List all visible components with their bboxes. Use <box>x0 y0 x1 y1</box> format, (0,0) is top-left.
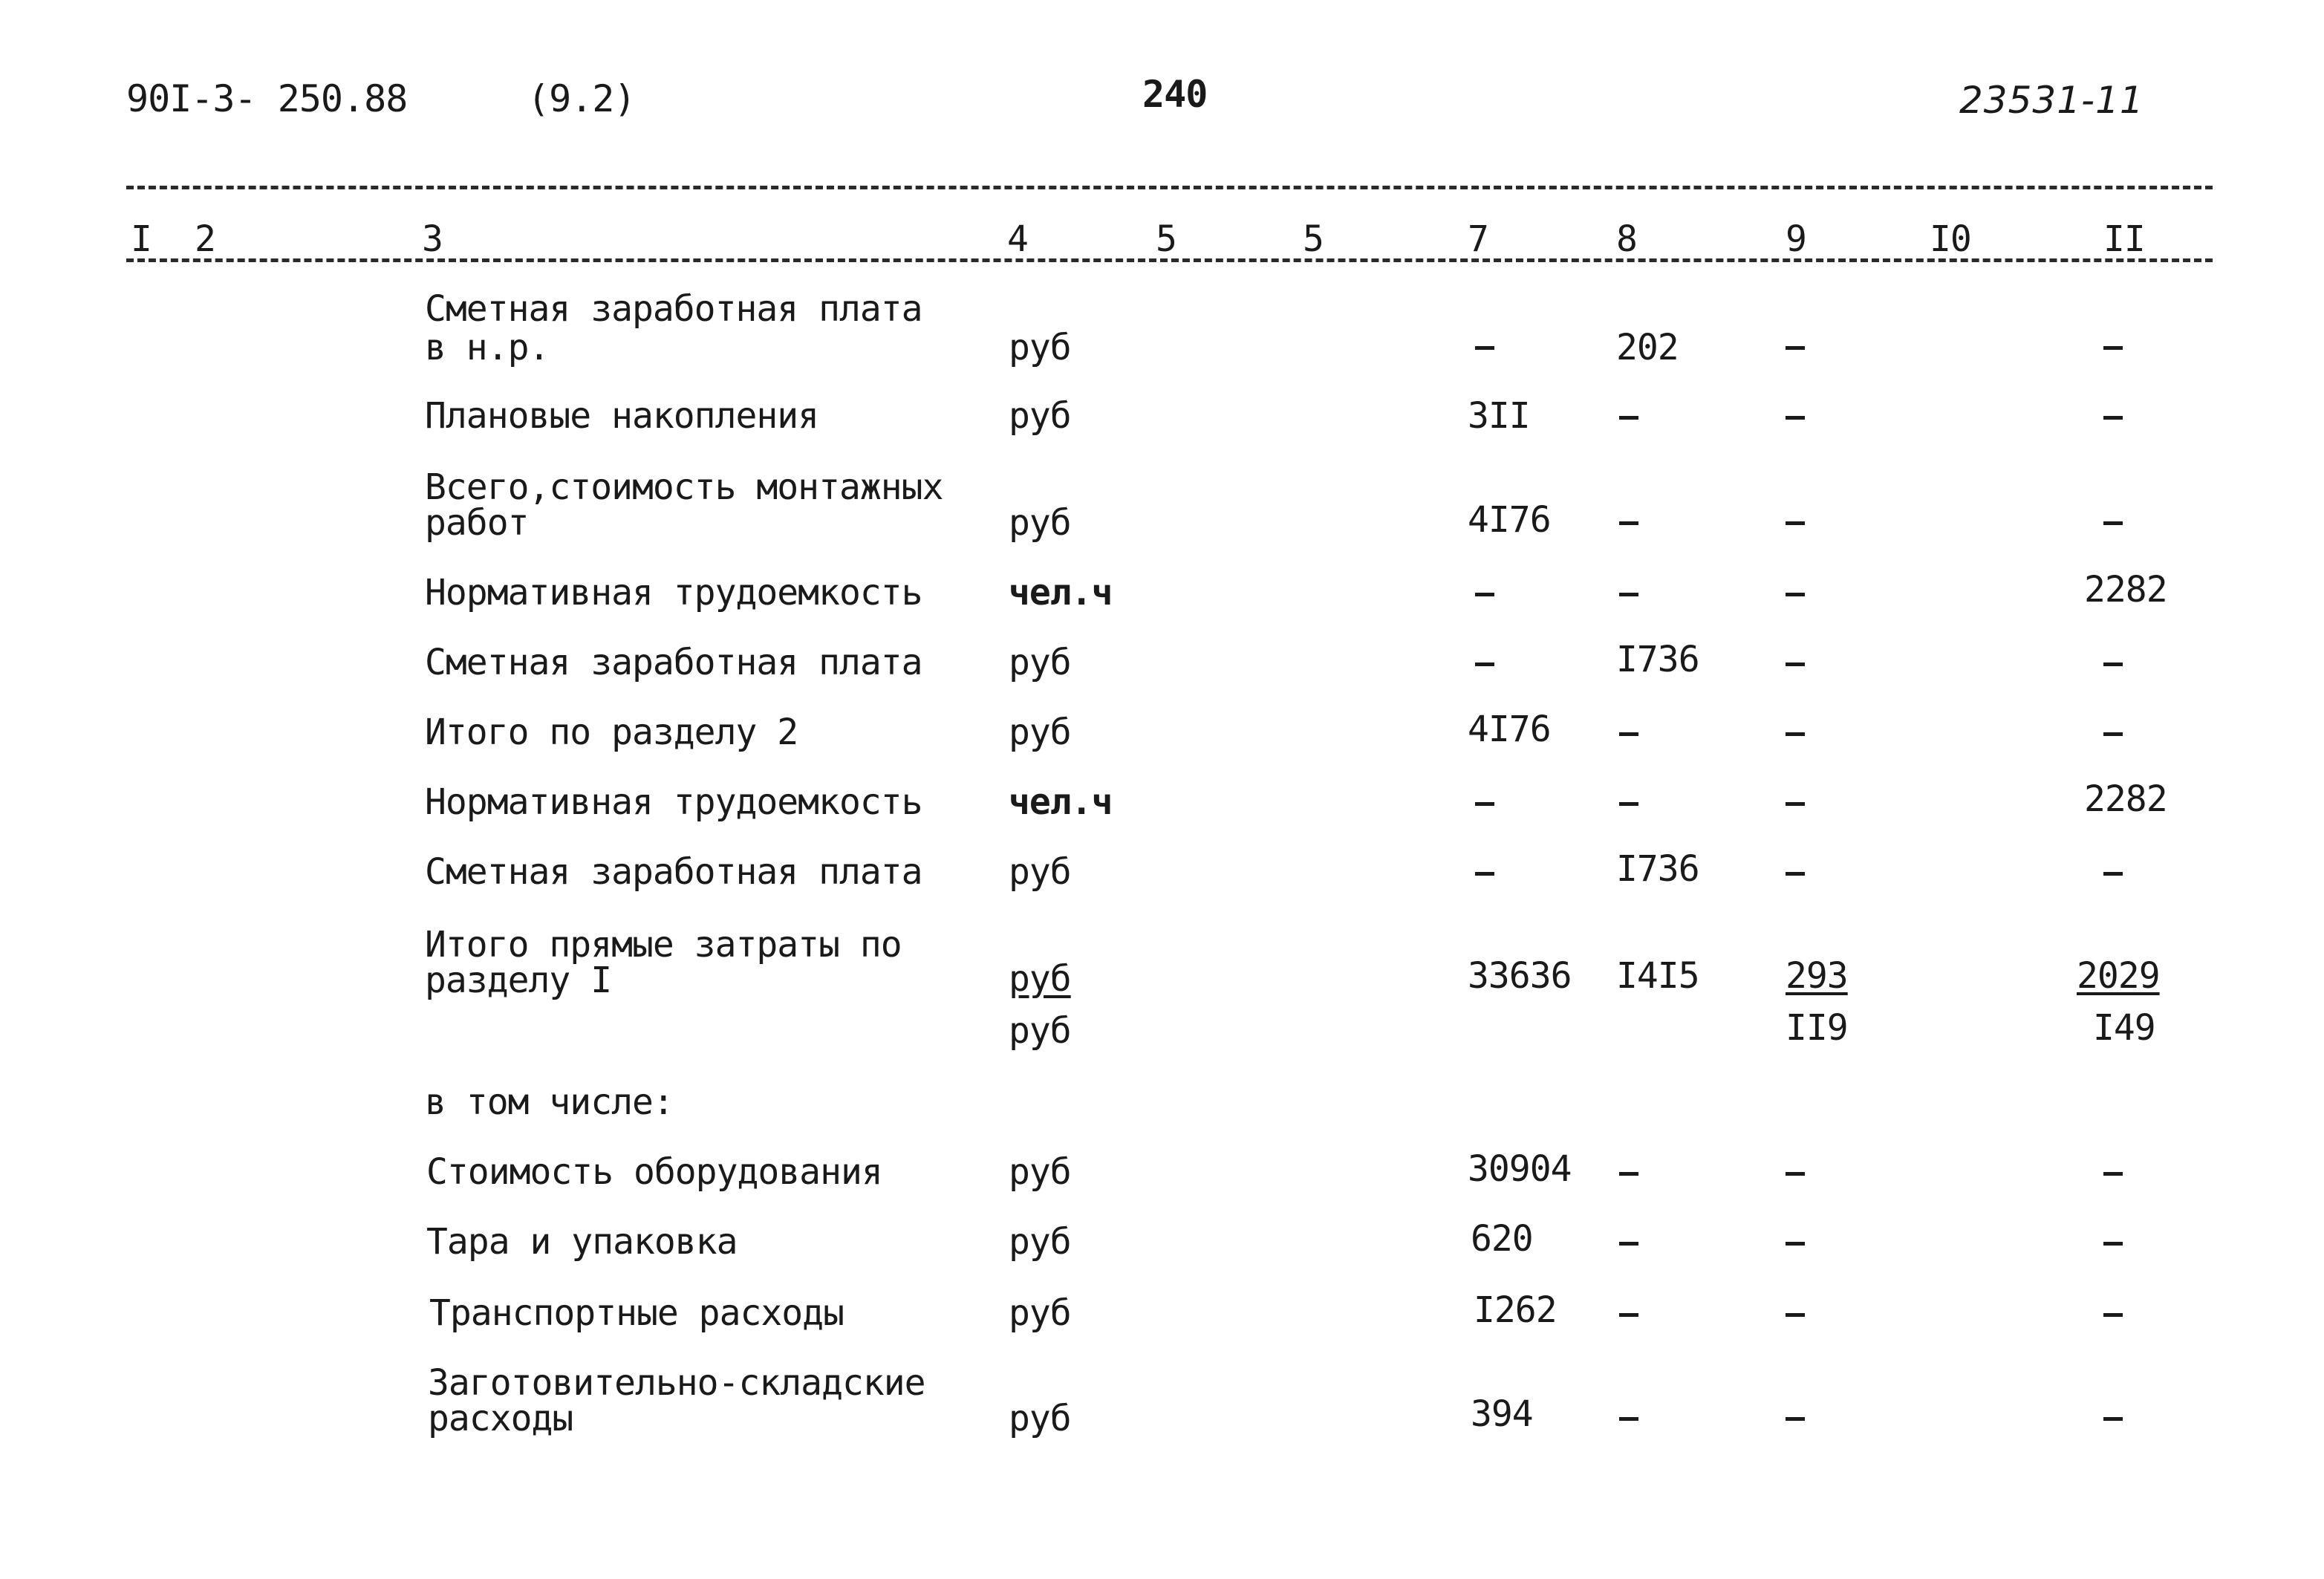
row-11-col9-dash <box>1786 1172 1805 1176</box>
row-1-name-cont: в н.р. <box>425 327 550 368</box>
row-11-unit: руб <box>1009 1151 1071 1193</box>
row-2-name: Плановые накопления <box>425 395 819 437</box>
col-header-3: 3 <box>422 218 443 260</box>
row-5-name: Сметная заработная плата <box>425 642 922 683</box>
row-4-col11: 2282 <box>2084 569 2167 611</box>
row-11-name: Стоимость оборудования <box>426 1151 882 1193</box>
section-number: (9.2) <box>527 77 636 120</box>
row-9-col11: 2029 <box>2077 955 2160 997</box>
row-8-col7-dash <box>1475 872 1494 876</box>
row-11-col7: 30904 <box>1468 1148 1572 1190</box>
row-8-col8: I736 <box>1616 848 1699 890</box>
page-number: 240 <box>1142 73 1208 116</box>
row-13-col7: I262 <box>1474 1289 1557 1331</box>
row-14-name: Заготовительно-складские <box>428 1362 925 1404</box>
row-13-col11-dash <box>2103 1313 2123 1317</box>
row-13-col8-dash <box>1619 1313 1638 1317</box>
col-header-6: 5 <box>1303 218 1324 260</box>
row-14-col7: 394 <box>1471 1393 1533 1435</box>
row-4-name: Нормативная трудоемкость <box>425 572 922 613</box>
row-14-name-cont: расходы <box>428 1398 573 1439</box>
row-2-col8-dash <box>1619 416 1638 420</box>
row-2-col11-dash <box>2103 416 2123 420</box>
row-5-col8: I736 <box>1616 639 1699 680</box>
col-header-5: 5 <box>1156 218 1176 260</box>
row-1-col7-dash <box>1475 346 1494 350</box>
row-6-col9-dash <box>1786 732 1805 736</box>
row-12-col11-dash <box>2103 1242 2123 1246</box>
row-7-col8-dash <box>1619 802 1638 806</box>
row-5-col11-dash <box>2103 662 2123 666</box>
row-8-unit: руб <box>1009 851 1071 893</box>
row-1-unit: руб <box>1009 327 1071 368</box>
row-12-col9-dash <box>1786 1242 1805 1246</box>
row-2-unit: руб <box>1009 395 1071 437</box>
row-6-name: Итого по разделу 2 <box>425 712 798 753</box>
col-header-1: I <box>131 218 152 260</box>
row-5-col9-dash <box>1786 662 1805 666</box>
row-7-col11: 2282 <box>2084 778 2167 820</box>
row-3-col9-dash <box>1786 521 1805 525</box>
row-8-col9-dash <box>1786 872 1805 876</box>
row-7-unit: чел.ч <box>1009 781 1113 823</box>
row-4-col8-dash <box>1619 593 1638 596</box>
row-7-col9-dash <box>1786 802 1805 806</box>
col-header-7: 7 <box>1468 218 1488 260</box>
row-12-unit: руб <box>1009 1221 1071 1263</box>
row-3-col8-dash <box>1619 521 1638 525</box>
row-12-col7: 620 <box>1471 1218 1533 1260</box>
col-header-8: 8 <box>1616 218 1637 260</box>
row-9-col8: I4I5 <box>1616 955 1699 997</box>
row-1-name: Сметная заработная плата <box>425 288 922 330</box>
header-rule <box>126 186 2213 189</box>
col-header-10: I0 <box>1930 218 1971 260</box>
row-2-col7: 3II <box>1468 395 1530 437</box>
col-header-4: 4 <box>1007 218 1028 260</box>
row-6-col8-dash <box>1619 732 1638 736</box>
row-6-col7: 4I76 <box>1468 709 1551 750</box>
row-8-name: Сметная заработная плата <box>425 851 922 893</box>
row-3-name-cont: работ <box>425 502 529 544</box>
row-12-name: Тара и упаковка <box>426 1221 738 1263</box>
row-3-col7: 4I76 <box>1468 499 1551 541</box>
row-9-unit: руб <box>1009 958 1071 1000</box>
column-header-rule <box>126 258 2213 262</box>
row-12-col8-dash <box>1619 1242 1638 1246</box>
row-8-col11-dash <box>2103 872 2123 876</box>
row-3-unit: руб <box>1009 502 1071 544</box>
row-3-name: Всего,стоимость монтажных <box>425 466 943 508</box>
row-5-unit: руб <box>1009 642 1071 683</box>
row-6-col11-dash <box>2103 732 2123 736</box>
col-header-11: II <box>2103 218 2145 260</box>
row-4-unit: чел.ч <box>1009 572 1113 613</box>
row-11-col8-dash <box>1619 1172 1638 1176</box>
row-9-name-cont: разделу I <box>425 960 612 1001</box>
sheet-code-handwritten: 23531-11 <box>1959 79 2144 122</box>
row-1-col11-dash <box>2103 346 2123 350</box>
row-2-col9-dash <box>1786 416 1805 420</box>
row-7-col7-dash <box>1475 802 1494 806</box>
row-10-subheading: в том числе: <box>425 1081 674 1123</box>
row-4-col7-dash <box>1475 593 1494 596</box>
row-9-name: Итого прямые затраты по <box>425 924 902 966</box>
row-3-col11-dash <box>2103 521 2123 525</box>
row-13-name: Транспортные расходы <box>429 1292 844 1334</box>
row-9-col9: 293 <box>1786 955 1848 997</box>
row-14-col11-dash <box>2103 1417 2123 1421</box>
row-9-col7: 33636 <box>1468 955 1572 997</box>
row-7-name: Нормативная трудоемкость <box>425 781 922 823</box>
col-header-2: 2 <box>195 218 215 260</box>
row-13-unit: руб <box>1009 1292 1071 1334</box>
col-header-9: 9 <box>1786 218 1806 260</box>
row-14-col9-dash <box>1786 1417 1805 1421</box>
row-1-col9-dash <box>1786 346 1805 350</box>
row-6-unit: руб <box>1009 712 1071 753</box>
row-14-unit: руб <box>1009 1398 1071 1439</box>
row-5-col7-dash <box>1475 662 1494 666</box>
row-1-col8: 202 <box>1616 327 1679 368</box>
row-13-col9-dash <box>1786 1313 1805 1317</box>
row-9-col9-lower: II9 <box>1786 1007 1848 1049</box>
row-14-col8-dash <box>1619 1417 1638 1421</box>
row-4-col9-dash <box>1786 593 1805 596</box>
row-9-unit-lower: руб <box>1009 1010 1071 1052</box>
row-9-col11-lower: I49 <box>2093 1007 2155 1049</box>
doc-code: 90I-3- 250.88 <box>126 77 408 120</box>
row-11-col11-dash <box>2103 1172 2123 1176</box>
